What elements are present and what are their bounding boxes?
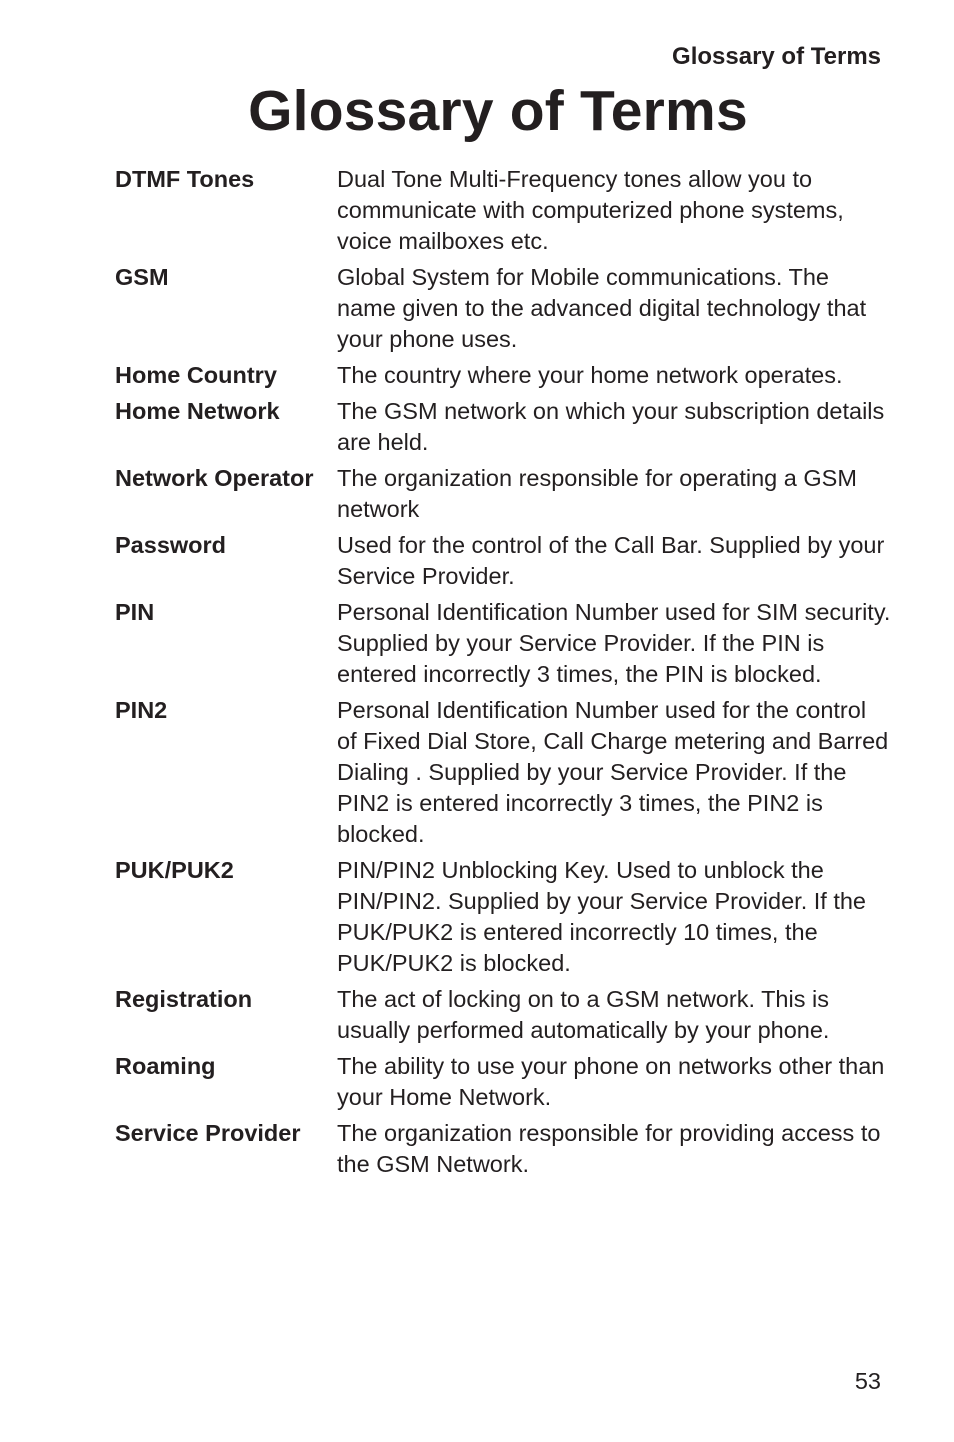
glossary-definition: The act of locking on to a GSM network. This is usually performed automatically by your phone. (337, 986, 830, 1043)
glossary-definition: The organization responsible for operating a GSM network (337, 465, 857, 522)
glossary-term: Service Provider (115, 1120, 301, 1146)
glossary-definition: Personal Identification Number used for SIM security. Supplied by your Service Provider. If the PIN is entered incorrectly 3 times, the PIN is blocked. (337, 599, 891, 687)
glossary-entry (115, 597, 895, 690)
glossary-definition: PIN/PIN2 Unblocking Key. Used to unblock the PIN/PIN2. Supplied by your Service Provider. If the PUK/PUK2 is entered incorrectly 10 times, the PUK/PUK2 is blocked. (337, 857, 867, 976)
glossary-term: Network Operator (115, 465, 314, 491)
glossary-definition: The ability to use your phone on networks other than your Home Network. (337, 1053, 885, 1110)
glossary-entry (115, 695, 895, 850)
glossary-definition: The country where your home network operates. (337, 362, 843, 388)
glossary-entry (115, 984, 895, 1046)
glossary-term: Registration (115, 986, 253, 1012)
glossary-entry (115, 463, 895, 525)
glossary-term: Home Country (115, 362, 277, 388)
glossary-term: Password (115, 532, 227, 558)
glossary-entry (115, 396, 895, 458)
glossary-term: Roaming (115, 1053, 216, 1079)
glossary-list (115, 164, 895, 1185)
page-title: Glossary of Terms (248, 79, 748, 143)
glossary-definition: Personal Identification Number used for the control of Fixed Dial Store, Call Charge metering and Barred Dialing . Supplied by your Service Provider. If the PIN2 is entered incorrectly 3 times, the PIN2 is blocked. (337, 697, 889, 847)
glossary-definition: Global System for Mobile communications. The name given to the advanced digital technology that your phone uses. (337, 264, 867, 352)
glossary-term: PIN (115, 599, 155, 625)
glossary-definition: The organization responsible for providing access to the GSM Network. (337, 1120, 881, 1177)
page-number: 53 (854, 1368, 881, 1394)
glossary-term: PUK/PUK2 (115, 857, 234, 883)
glossary-term: DTMF Tones (115, 166, 255, 192)
glossary-definition: Used for the control of the Call Bar. Supplied by your Service Provider. (337, 532, 885, 589)
running-header: Glossary of Terms (672, 43, 881, 70)
glossary-term: GSM (115, 264, 169, 290)
glossary-entry (115, 262, 895, 355)
glossary-definition: Dual Tone Multi-Frequency tones allow you to communicate with computerized phone systems, voice mailboxes etc. (337, 166, 844, 254)
glossary-entry (115, 855, 895, 979)
glossary-definition: The GSM network on which your subscription details are held. (337, 398, 885, 455)
glossary-entry (115, 360, 895, 391)
glossary-entry (115, 1051, 895, 1113)
glossary-entry (115, 530, 895, 592)
glossary-term: PIN2 (115, 697, 168, 723)
glossary-entry (115, 1118, 895, 1180)
glossary-term: Home Network (115, 398, 280, 424)
glossary-entry (115, 164, 895, 257)
